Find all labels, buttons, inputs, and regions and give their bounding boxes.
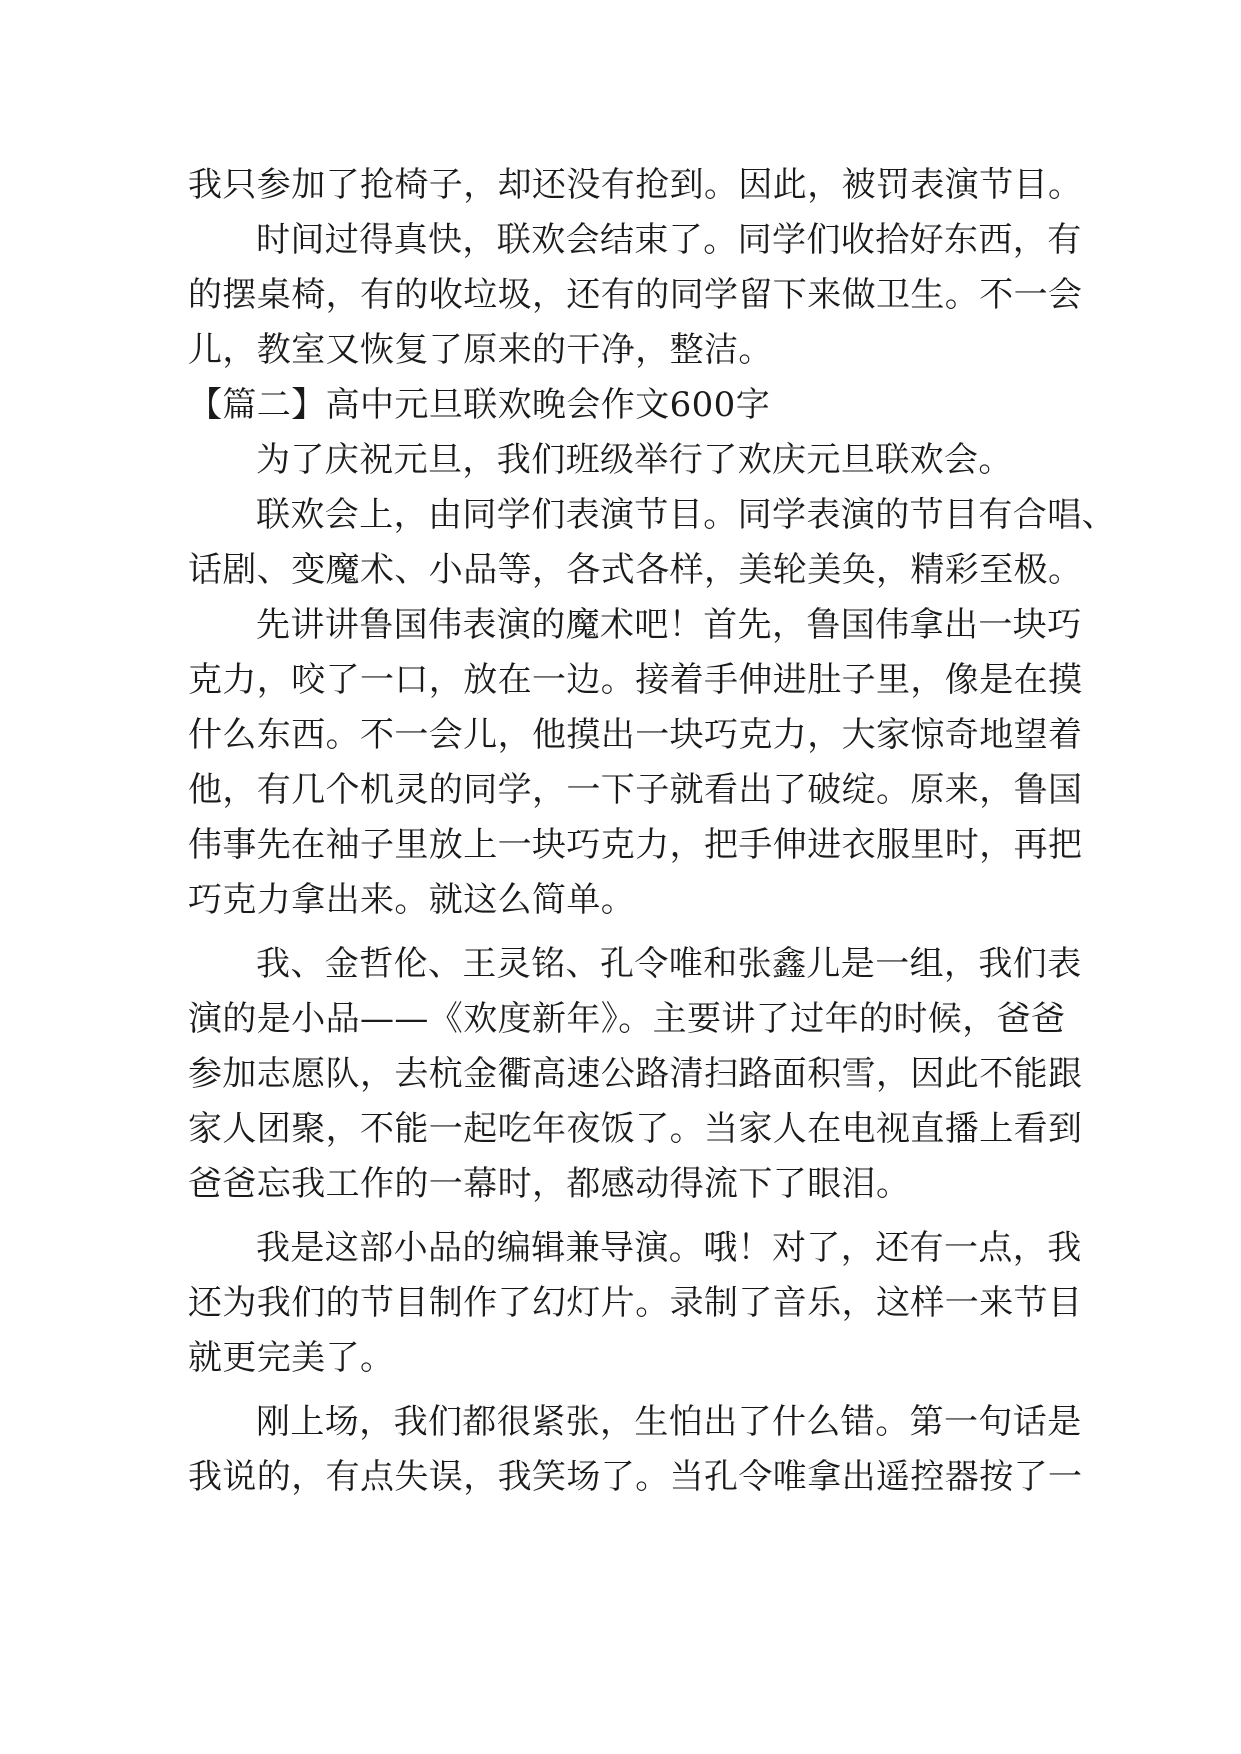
section-heading: 【篇二】高中元旦联欢晚会作文600字: [188, 385, 771, 425]
text-line: 参加志愿队，去杭金衢高速公路清扫路面积雪，因此不能跟: [188, 1054, 1083, 1094]
text-line: 就更完美了。: [188, 1338, 395, 1378]
text-line: 巧克力拿出来。就这么简单。: [188, 880, 636, 920]
text-line: 话剧、变魔术、小品等，各式各样，美轮美奂，精彩至极。: [188, 550, 1083, 590]
paragraph-start-line: 联欢会上，由同学们表演节目。同学表演的节目有合唱、: [256, 495, 1116, 535]
paragraph-start-line: 我是这部小品的编辑兼导演。哦！对了，还有一点，我: [256, 1228, 1082, 1268]
text-line: 儿，教室又恢复了原来的干净，整洁。: [188, 330, 773, 370]
text-line: 爸爸忘我工作的一幕时，都感动得流下了眼泪。: [188, 1164, 911, 1204]
text-line: 还为我们的节目制作了幻灯片。录制了音乐，这样一来节目: [188, 1283, 1083, 1323]
paragraph-start-line: 刚上场，我们都很紧张，生怕出了什么错。第一句话是: [256, 1402, 1082, 1442]
text-line: 我说的，有点失误，我笑场了。当孔令唯拿出遥控器按了一: [188, 1457, 1083, 1497]
paragraph-start-line: 为了庆祝元旦，我们班级举行了欢庆元旦联欢会。: [256, 440, 1013, 480]
text-line: 演的是小品——《欢度新年》。主要讲了过年的时候，爸爸: [188, 999, 1066, 1039]
paragraph-gap: [188, 1386, 1060, 1395]
text-line: 的摆桌椅，有的收垃圾，还有的同学留下来做卫生。不一会: [188, 275, 1083, 315]
text-line: 克力，咬了一口，放在一边。接着手伸进肚子里，像是在摸: [188, 660, 1083, 700]
paragraph-start-line: 我、金哲伦、王灵铭、孔令唯和张鑫儿是一组，我们表: [256, 944, 1082, 984]
paragraph-start-line: 先讲讲鲁国伟表演的魔术吧！首先，鲁国伟拿出一块巧: [256, 605, 1082, 645]
text-line: 我只参加了抢椅子，却还没有抢到。因此，被罚表演节目。: [188, 165, 1083, 205]
text-line: 什么东西。不一会儿，他摸出一块巧克力，大家惊奇地望着: [188, 715, 1083, 755]
text-line: 他，有几个机灵的同学，一下子就看出了破绽。原来，鲁国: [188, 770, 1083, 810]
text-line: 家人团聚，不能一起吃年夜饭了。当家人在电视直播上看到: [188, 1109, 1083, 1149]
paragraph-gap: [188, 1212, 1060, 1221]
paragraph-start-line: 时间过得真快，联欢会结束了。同学们收拾好东西，有: [256, 220, 1082, 260]
paragraph-gap: [188, 928, 1060, 937]
document-body: [188, 158, 1116, 1505]
text-line: 伟事先在袖子里放上一块巧克力，把手伸进衣服里时，再把: [188, 825, 1083, 865]
